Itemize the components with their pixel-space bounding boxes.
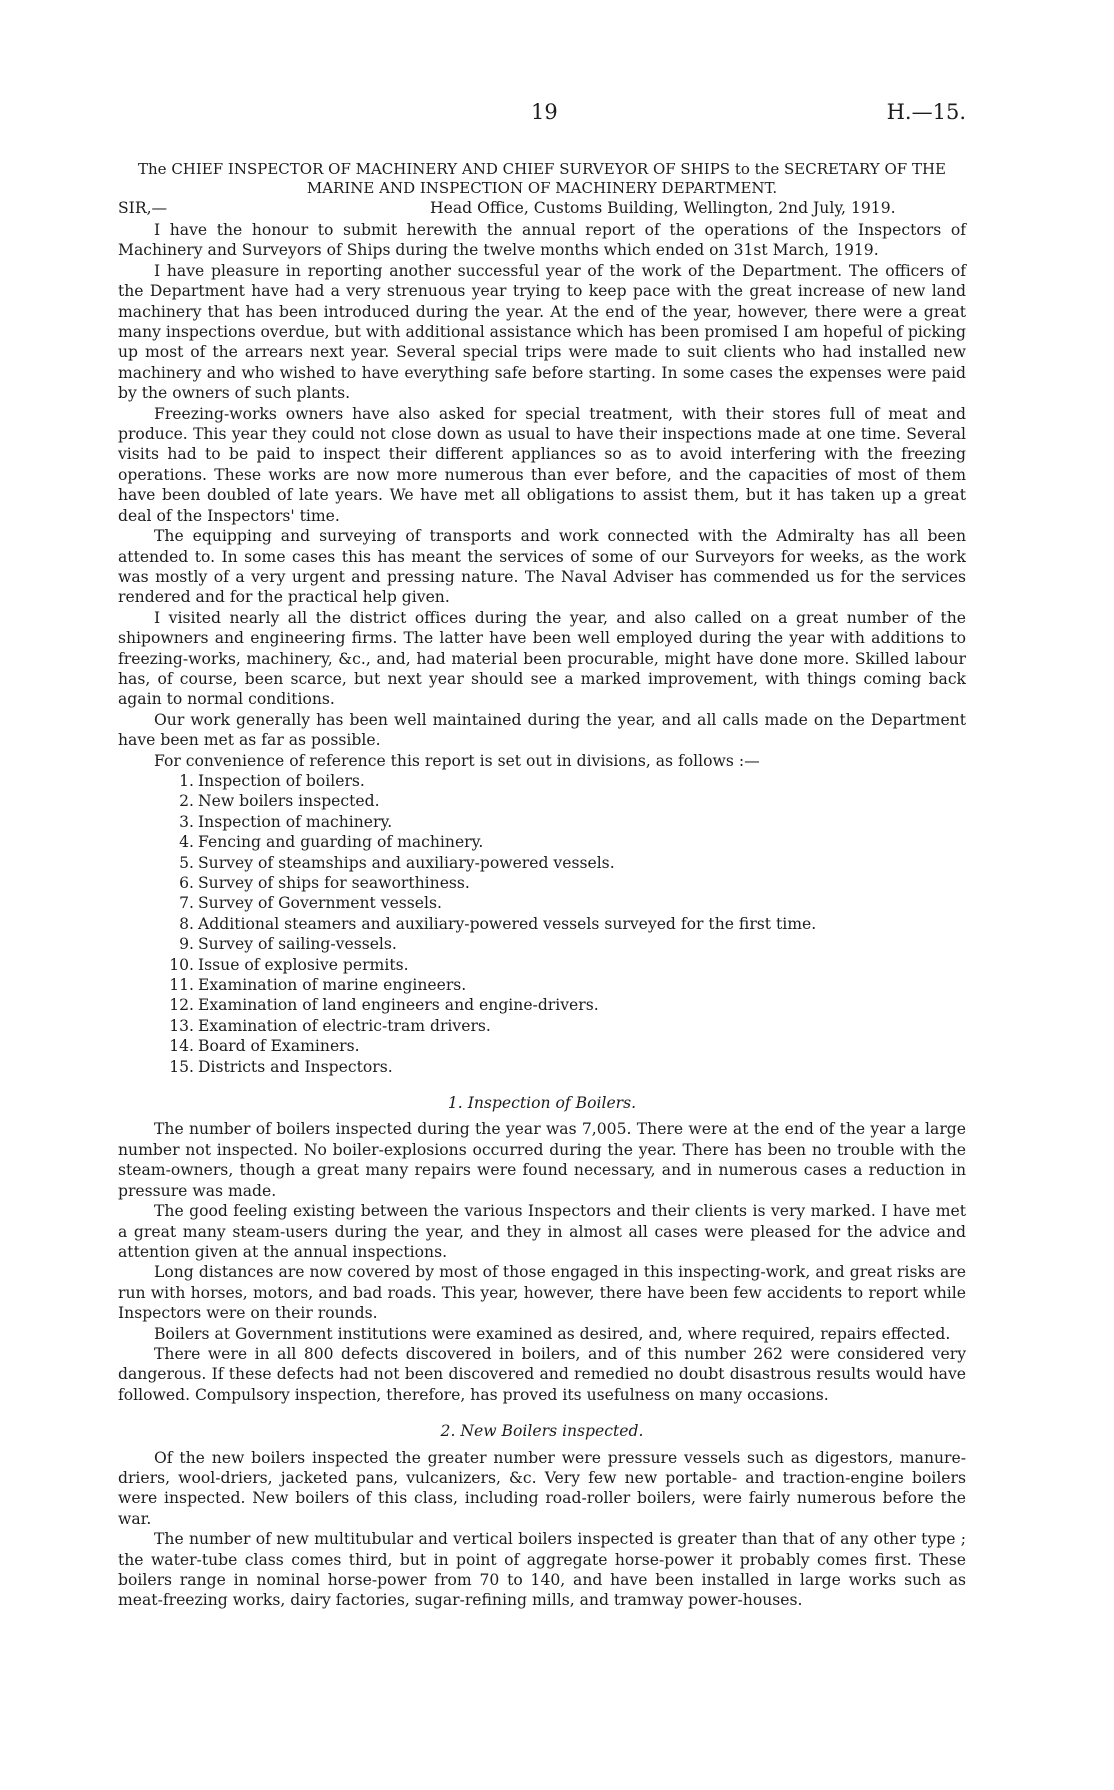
division-number: 9. <box>179 935 194 954</box>
division-item <box>178 771 966 791</box>
page-number: 19 <box>531 100 558 124</box>
report-title <box>118 160 966 198</box>
section-heading: 2. New Boilers inspected. <box>440 1422 644 1441</box>
paragraph: Of the new boilers inspected the greater number were pressure vessels such as digestors, manure-driers, wool-driers, jacketed pans, vulcanizers, &c. Very few new portable- and traction-engine boilers were inspected. New boilers of this class, including road-roller boilers, were fairly numerous before the war. <box>118 1448 966 1528</box>
paragraph: I have pleasure in reporting another successful year of the work of the Department. The officers of the Department have had a very strenuous year trying to keep pace with the great increase of new land machinery that has been introduced during the year. At the end of the year, however, there were a great many inspections overdue, but with additional assistance which has been promised I am hopeful of picking up most of the arrears next year. Several special trips were made to suit clients who had installed new machinery and who wished to have everything safe before starting. In some cases the expenses were paid by the owners of such plants. <box>118 261 966 403</box>
division-text: Examination of marine engineers. <box>198 976 467 995</box>
division-number: 5. <box>179 853 194 872</box>
document-reference: H.—15. <box>886 100 966 124</box>
paragraph: The good feeling existing between the various Inspectors and their clients is very marked. I have met a great many steam-users during the year, and they in almost all cases were pleased for the advice and attention given at the annual inspections. <box>118 1202 966 1261</box>
division-item <box>178 934 966 954</box>
division-number: 12. <box>169 996 194 1015</box>
division-text: Survey of Government vessels. <box>198 894 442 913</box>
division-text: Survey of ships for seaworthiness. <box>198 874 470 892</box>
division-text: Survey of sailing-vessels. <box>198 935 397 954</box>
division-text: Examination of land engineers and engine-drivers. <box>198 996 599 1015</box>
title-line-2: MARINE AND INSPECTION OF MACHINERY DEPARTMENT. <box>306 179 778 197</box>
division-item <box>178 791 966 811</box>
division-number: 10. <box>169 955 194 974</box>
division-number: 8. <box>179 914 194 933</box>
division-item <box>169 975 966 995</box>
division-number: 4. <box>179 833 194 852</box>
division-number: 2. <box>179 792 194 811</box>
division-number: 15. <box>169 1057 194 1076</box>
division-text: Fencing and guarding of machinery. <box>198 833 484 852</box>
division-item <box>169 1036 966 1056</box>
division-text: Board of Examiners. <box>198 1037 360 1056</box>
report-body <box>118 160 966 1611</box>
divisions-list <box>118 771 966 1077</box>
division-item <box>169 1057 966 1077</box>
division-item <box>169 1016 966 1036</box>
paragraph: The equipping and surveying of transports and work connected with the Admiralty has all been attended to. In some cases this has meant the services of some of our Surveyors for weeks, as the work was mostly of a very urgent and pressing nature. The Naval Adviser has commended us for the services rendered and for the practical help given. <box>118 527 966 607</box>
division-text: Inspection of machinery. <box>198 812 393 831</box>
division-item <box>169 955 966 975</box>
title-line-1: The CHIEF INSPECTOR OF MACHINERY AND CHIEF SURVEYOR OF SHIPS to the SECRETARY OF THE <box>138 160 946 178</box>
paragraph: The number of new multitubular and vertical boilers inspected is greater than that of any other type ; the water-tube class comes third, but in point of aggregate horse-power it probably comes first. These boilers range in nominal horse-power from 70 to 140, and have been installed in large works such as meat-freezing works, dairy factories, sugar-refining mills, and tramway power-houses. <box>118 1530 966 1610</box>
paragraph: There were in all 800 defects discovered in boilers, and of this number 262 were considered very dangerous. If these defects had not been discovered and remedied no doubt disastrous results would have followed. Compulsory inspection, therefore, has proved its usefulness on many occasions. <box>118 1344 966 1404</box>
division-item <box>178 853 966 873</box>
division-text: Inspection of boilers. <box>198 771 365 790</box>
division-text: Survey of steamships and auxiliary-powered vessels. <box>198 853 615 872</box>
paragraph: Long distances are now covered by most of those engaged in this inspecting-work, and great risks are run with horses, motors, and bad roads. This year, however, there have been few accidents to report while Inspectors were on their rounds. <box>118 1263 966 1323</box>
division-text: Districts and Inspectors. <box>198 1057 393 1076</box>
division-text: Issue of explosive permits. <box>198 955 409 974</box>
division-text: Additional steamers and auxiliary-powered vessels surveyed for the first time. <box>198 914 817 933</box>
division-item <box>178 914 966 934</box>
division-text: Examination of electric-tram drivers. <box>198 1016 491 1035</box>
division-item <box>178 893 966 913</box>
division-number: 3. <box>179 812 194 831</box>
division-number: 11. <box>169 976 194 995</box>
salutation: SIR,— <box>118 199 168 217</box>
salutation-row <box>118 198 966 220</box>
paragraph: Our work generally has been well maintained during the year, and all calls made on the Department have been met as far as possible. <box>118 710 966 750</box>
division-item <box>169 995 966 1015</box>
division-number: 13. <box>169 1016 194 1035</box>
division-number: 14. <box>169 1037 194 1056</box>
section-heading: 1. Inspection of Boilers. <box>447 1094 637 1113</box>
paragraph: Freezing-works owners have also asked for special treatment, with their stores full of meat and produce. This year they could not close down as usual to have their inspections made at one time. Several visits had to be paid to inspect their different appliances so as to avoid interfering with the freezing operations. These works are now more numerous than ever before, and the capacities of most of them have been doubled of late years. We have met all obligations to assist them, but it has taken up a great deal of the Inspectors' time. <box>118 404 966 525</box>
dateline: Head Office, Customs Building, Wellington, 2nd July, 1919. <box>430 199 896 217</box>
division-item <box>178 812 966 832</box>
division-item <box>178 832 966 852</box>
division-number: 1. <box>179 771 194 790</box>
division-number: 6. <box>179 874 194 892</box>
paragraph: I visited nearly all the district offices during the year, and also called on a great number of the shipowners and engineering firms. The latter have been well employed during the year with additions to freezing-works, machinery, &c., and, had material been procurable, might have done more. Skilled labour has, of course, been scarce, but next year should see a marked improvement, with things coming back again to normal conditions. <box>118 608 966 709</box>
paragraph: I have the honour to submit herewith the annual report of the operations of the Inspectors of Machinery and Surveyors of Ships during the twelve months which ended on 31st March, 1919. <box>118 221 966 260</box>
paragraph: For convenience of reference this report is set out in divisions, as follows :— <box>154 751 760 770</box>
division-number: 7. <box>179 894 194 913</box>
division-item <box>178 873 966 893</box>
division-text: New boilers inspected. <box>198 792 380 811</box>
paragraph: The number of boilers inspected during the year was 7,005. There were at the end of the year a large number not inspected. No boiler-explosions occurred during the year. There has been no trouble with the steam-owners, though a great many repairs were found necessary, and in numerous cases a reduction in pressure was made. <box>118 1120 966 1200</box>
paragraph: Boilers at Government institutions were examined as desired, and, where required, repairs effected. <box>154 1324 951 1343</box>
